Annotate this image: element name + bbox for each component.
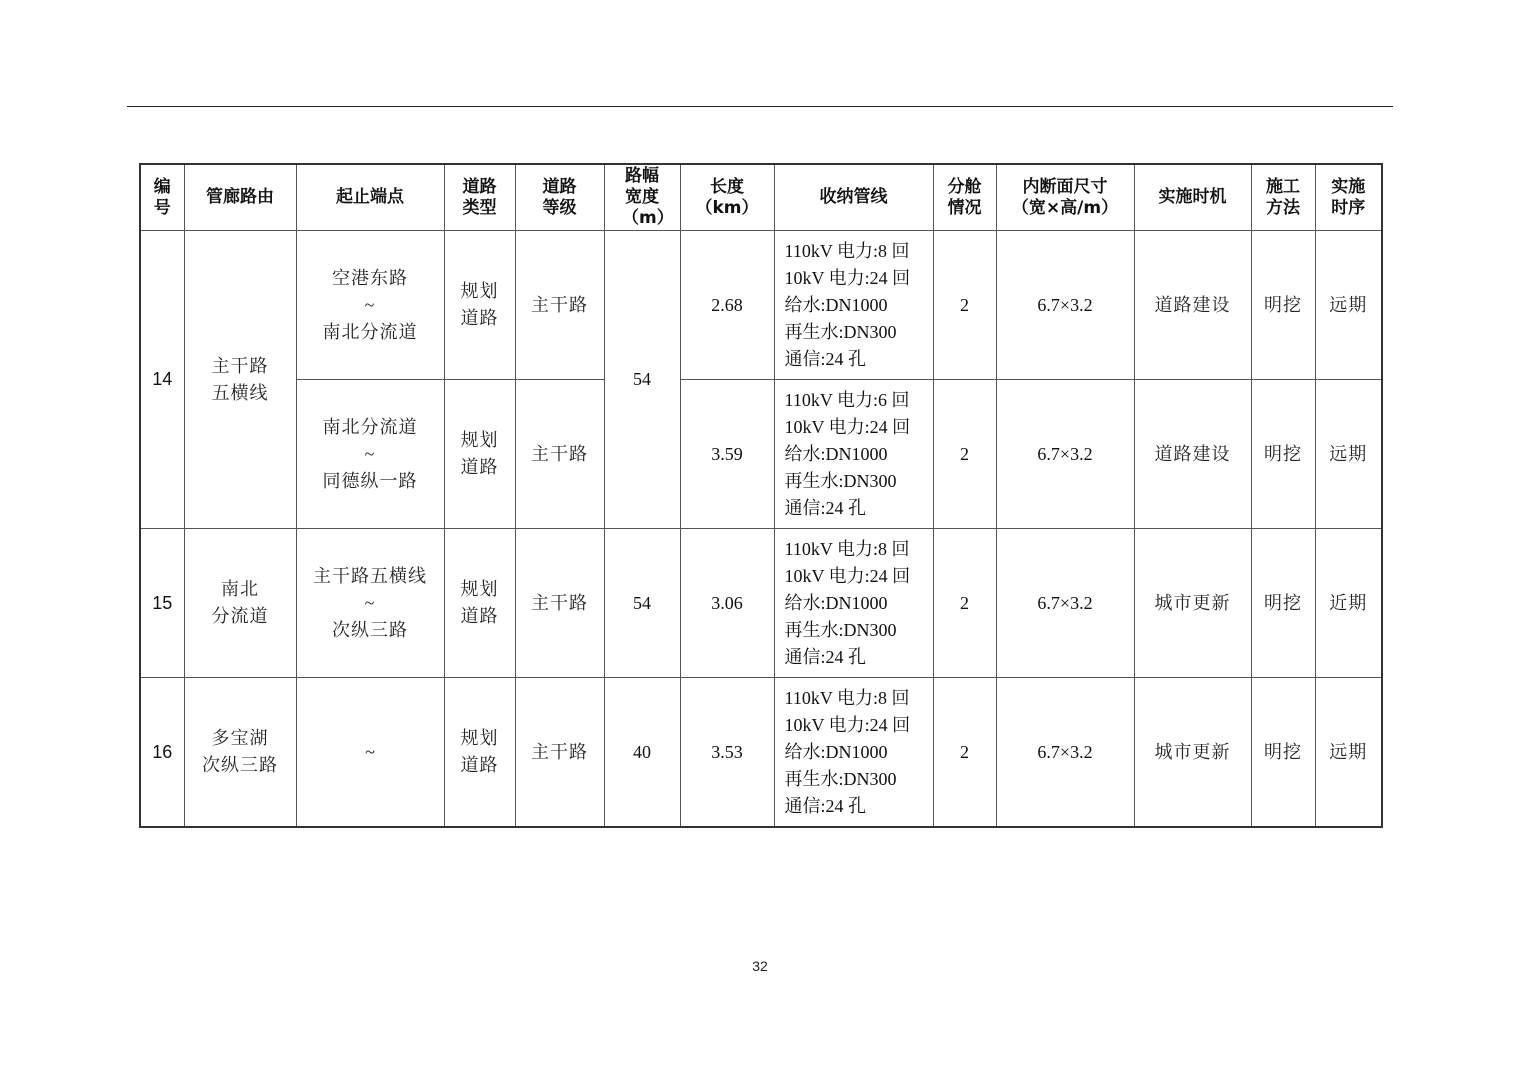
cell-length: 3.53 (680, 678, 774, 828)
cell-compartments: 2 (933, 529, 996, 678)
page-number: 32 (752, 958, 768, 974)
cell-road-grade: 主干路 (515, 678, 604, 828)
cell-no: 16 (140, 678, 184, 828)
cell-ends: 南北分流道 ~ 同德纵一路 (296, 380, 444, 529)
cell-pipes: 110kV 电力:8 回 10kV 电力:24 回 给水:DN1000 再生水:DN300 通信:24 孔 (774, 529, 933, 678)
cell-sequence: 远期 (1315, 678, 1382, 828)
col-header-pipes: 收纳管线 (774, 164, 933, 231)
cell-section: 6.7×3.2 (996, 529, 1134, 678)
cell-road-grade: 主干路 (515, 380, 604, 529)
table-row (140, 529, 1382, 678)
cell-compartments: 2 (933, 678, 996, 828)
cell-ends: ~ (296, 678, 444, 828)
header-rule (127, 106, 1393, 107)
cell-method: 明挖 (1251, 231, 1315, 380)
cell-section: 6.7×3.2 (996, 678, 1134, 828)
cell-compartments: 2 (933, 380, 996, 529)
cell-width: 54 (604, 529, 680, 678)
utility-tunnel-table (139, 163, 1383, 828)
col-header-length: 长度（km） (680, 164, 774, 231)
cell-sequence: 远期 (1315, 231, 1382, 380)
cell-sequence: 近期 (1315, 529, 1382, 678)
cell-pipes: 110kV 电力:8 回 10kV 电力:24 回 给水:DN1000 再生水:DN300 通信:24 孔 (774, 678, 933, 828)
cell-road-type: 规划 道路 (444, 231, 515, 380)
cell-ends: 空港东路 ~ 南北分流道 (296, 231, 444, 380)
col-header-road-type: 道路类型 (444, 164, 515, 231)
cell-route: 多宝湖 次纵三路 (184, 678, 296, 828)
cell-road-type: 规划 道路 (444, 678, 515, 828)
cell-no: 15 (140, 529, 184, 678)
col-header-no: 编号 (140, 164, 184, 231)
cell-method: 明挖 (1251, 380, 1315, 529)
cell-timing: 城市更新 (1134, 529, 1251, 678)
cell-pipes: 110kV 电力:6 回 10kV 电力:24 回 给水:DN1000 再生水:DN300 通信:24 孔 (774, 380, 933, 529)
cell-sequence: 远期 (1315, 380, 1382, 529)
cell-section: 6.7×3.2 (996, 380, 1134, 529)
cell-timing: 道路建设 (1134, 231, 1251, 380)
col-header-sequence: 实施时序 (1315, 164, 1382, 231)
table-row (140, 380, 1382, 529)
table-row (140, 678, 1382, 828)
col-header-ends: 起止端点 (296, 164, 444, 231)
col-header-compartments: 分舱情况 (933, 164, 996, 231)
cell-timing: 城市更新 (1134, 678, 1251, 828)
cell-road-grade: 主干路 (515, 231, 604, 380)
cell-route: 南北 分流道 (184, 529, 296, 678)
col-header-section: 内断面尺寸（宽×高/m） (996, 164, 1134, 231)
cell-method: 明挖 (1251, 678, 1315, 828)
cell-road-grade: 主干路 (515, 529, 604, 678)
table-row (140, 231, 1382, 380)
cell-compartments: 2 (933, 231, 996, 380)
cell-method: 明挖 (1251, 529, 1315, 678)
cell-road-type: 规划 道路 (444, 529, 515, 678)
col-header-route: 管廊路由 (184, 164, 296, 231)
col-header-method: 施工方法 (1251, 164, 1315, 231)
cell-ends: 主干路五横线 ~ 次纵三路 (296, 529, 444, 678)
col-header-timing: 实施时机 (1134, 164, 1251, 231)
cell-width: 40 (604, 678, 680, 828)
cell-width: 54 (604, 231, 680, 529)
cell-timing: 道路建设 (1134, 380, 1251, 529)
cell-length: 2.68 (680, 231, 774, 380)
cell-length: 3.06 (680, 529, 774, 678)
cell-section: 6.7×3.2 (996, 231, 1134, 380)
cell-road-type: 规划 道路 (444, 380, 515, 529)
cell-route: 主干路 五横线 (184, 231, 296, 529)
cell-no: 14 (140, 231, 184, 529)
cell-length: 3.59 (680, 380, 774, 529)
cell-pipes: 110kV 电力:8 回 10kV 电力:24 回 给水:DN1000 再生水:DN300 通信:24 孔 (774, 231, 933, 380)
col-header-width: 路幅宽度（m） (604, 164, 680, 231)
header-row (140, 164, 1382, 231)
col-header-road-grade: 道路等级 (515, 164, 604, 231)
